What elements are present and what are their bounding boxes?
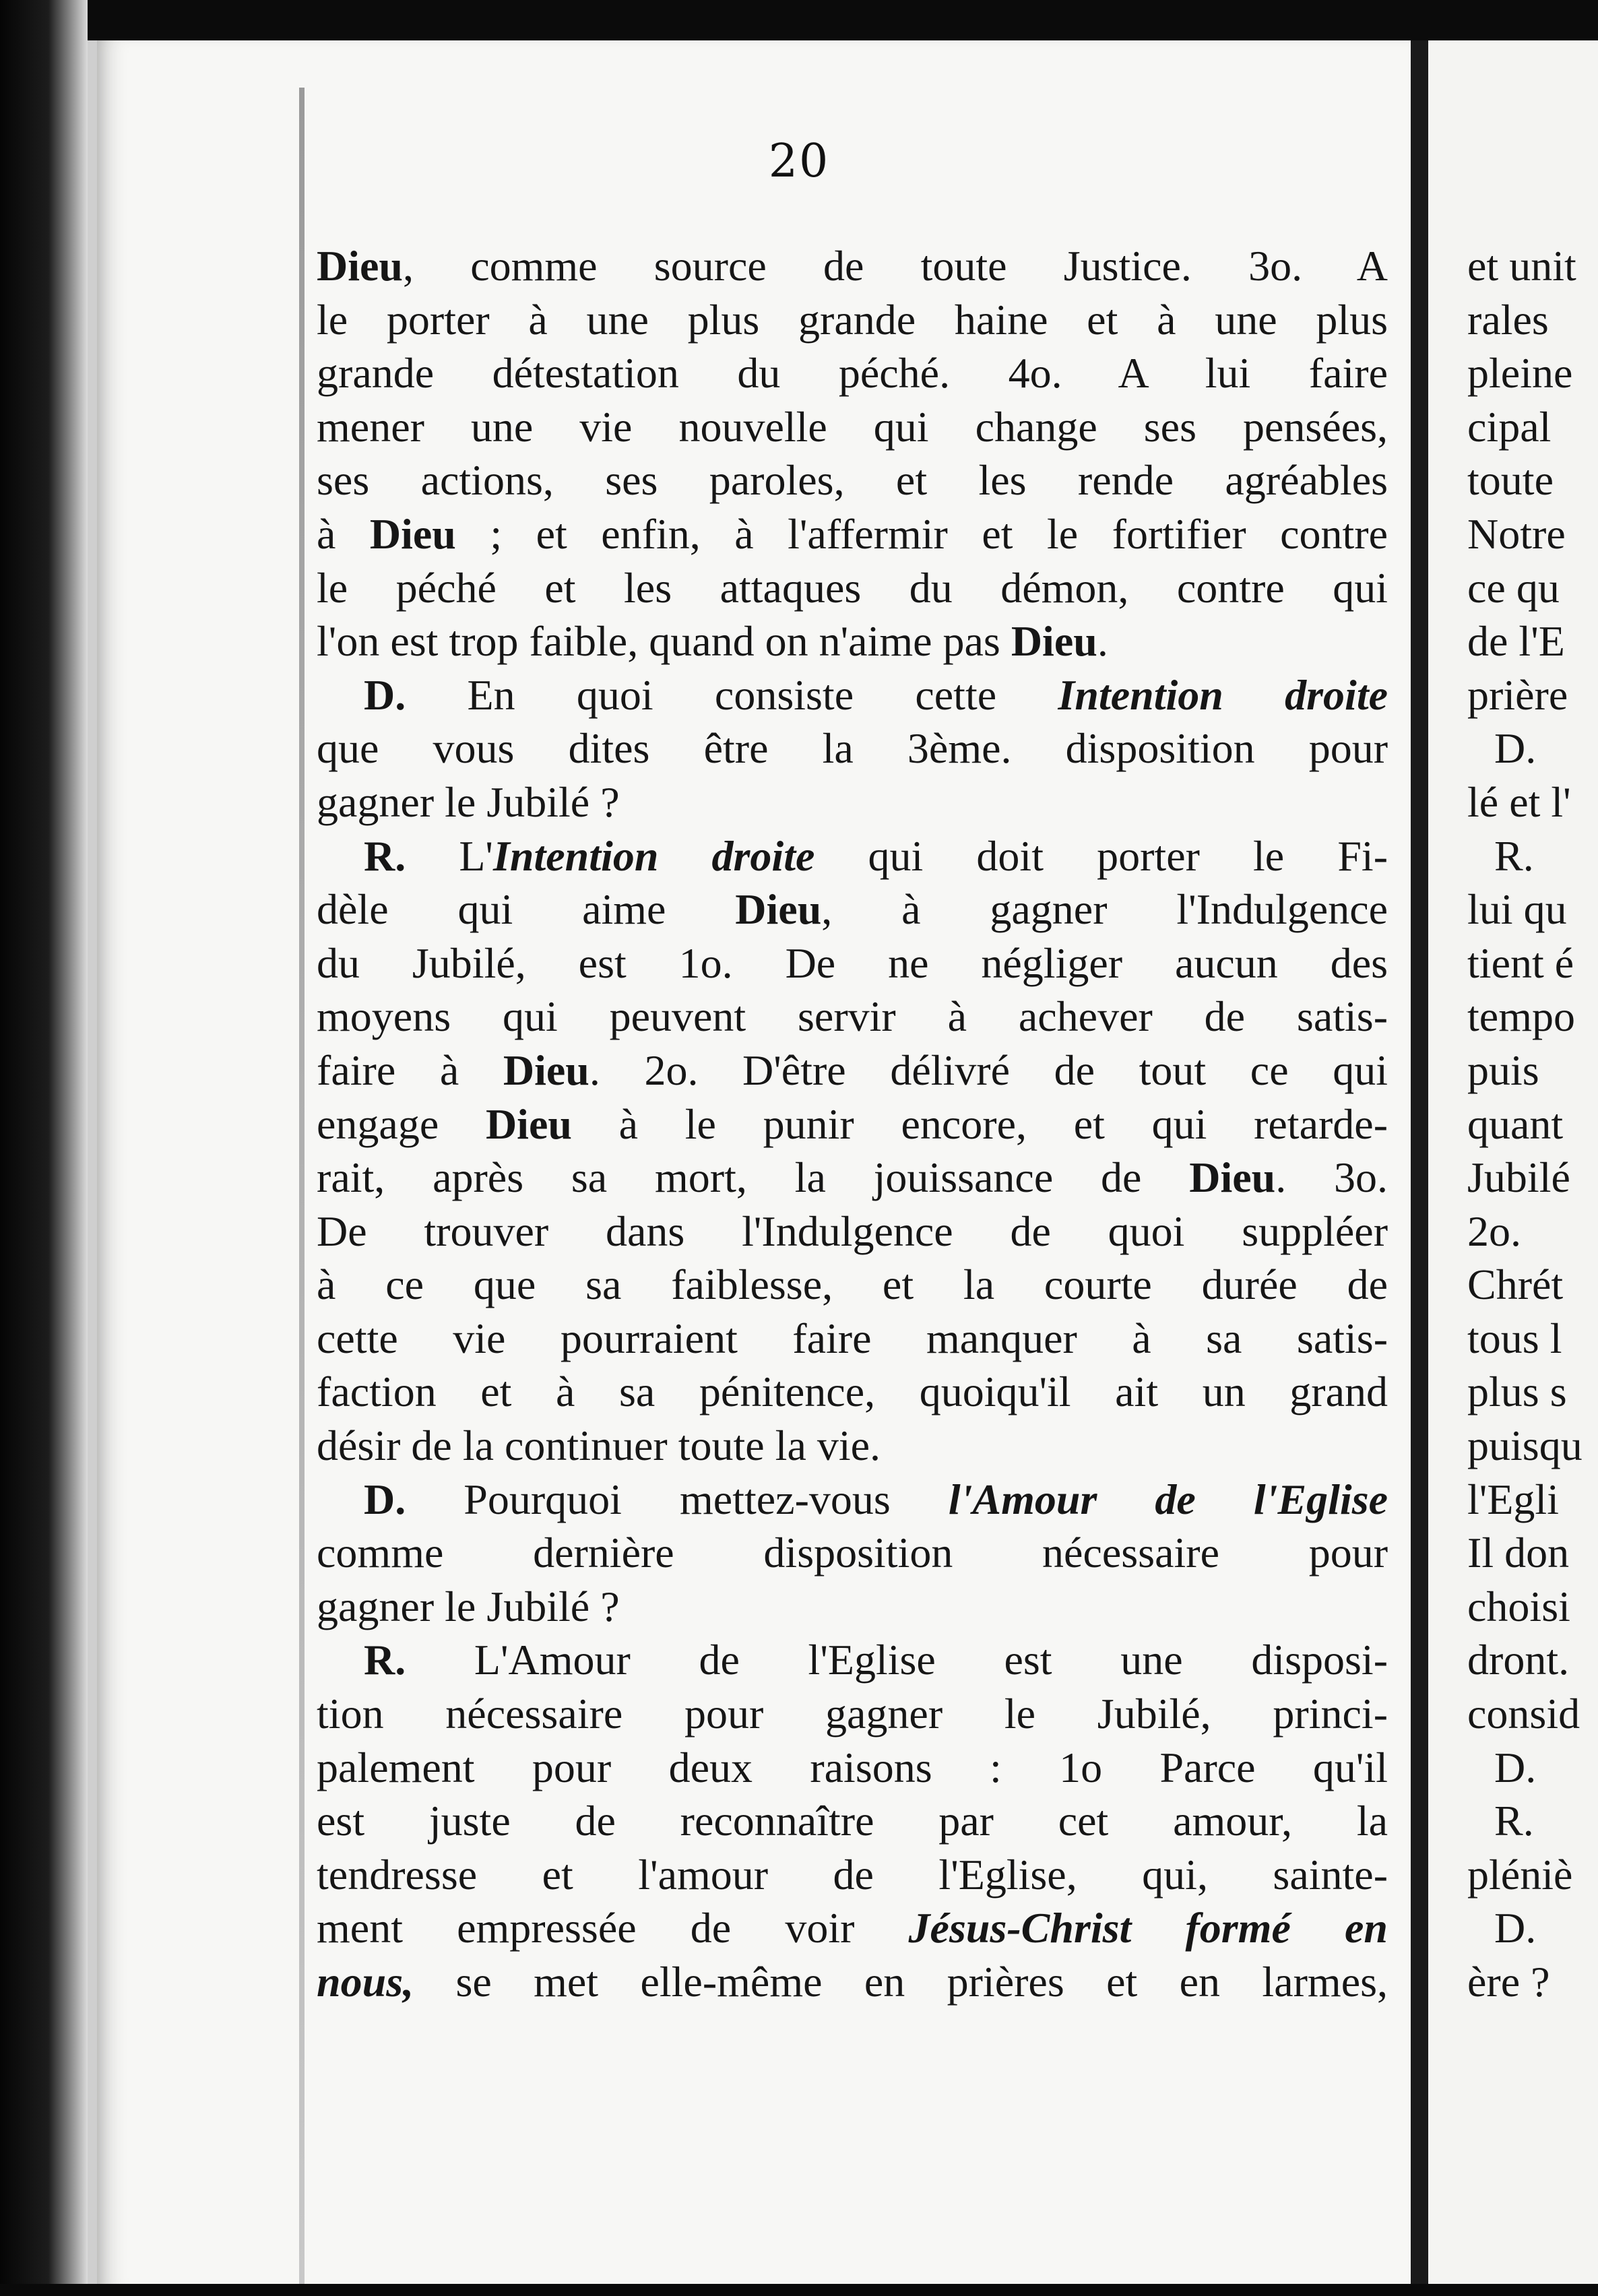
cropped-text-line: puisqu <box>1467 1422 1583 1470</box>
text-line: D. En quoi consiste cette Intention droite <box>364 670 1388 719</box>
text-line: comme dernière disposition nécessaire pour <box>317 1529 1388 1577</box>
page-fold-shadow <box>299 88 305 2284</box>
page-number: 20 <box>768 135 830 188</box>
text-line: palement pour deux raisons : 1o Parce qu'il <box>317 1743 1388 1791</box>
cropped-text-line: D. <box>1494 1743 1537 1791</box>
cropped-text-line: R. <box>1494 831 1534 880</box>
text-line: à Dieu ; et enfin, à l'affermir et le fortifier contre <box>317 509 1388 558</box>
cropped-text-line: toute <box>1467 456 1554 505</box>
text-line: rait, après sa mort, la jouissance de Dieu. 3o. <box>317 1153 1388 1202</box>
text-line: désir de la continuer toute la vie. <box>317 1422 881 1470</box>
cropped-text-line: choisi <box>1467 1582 1570 1630</box>
cropped-text-line: Il don <box>1467 1529 1570 1577</box>
cropped-text-line: et unit <box>1467 242 1576 290</box>
cropped-text-line: plus s <box>1467 1368 1567 1416</box>
cropped-text-line: lé et l' <box>1467 777 1571 826</box>
text-line: l'on est trop faible, quand on n'aime pas Dieu. <box>317 617 1108 666</box>
cropped-text-line: tient é <box>1467 938 1574 987</box>
text-line: moyens qui peuvent servir à achever de satis- <box>317 992 1388 1041</box>
text-line: engage Dieu à le punir encore, et qui retarde- <box>317 1099 1388 1148</box>
text-line: le péché et les attaques du démon, contre qui <box>317 563 1388 612</box>
text-line: nous, se met elle-même en prières et en larmes, <box>317 1958 1388 2006</box>
cropped-text-line: Notre <box>1467 509 1566 558</box>
scan-top-margin <box>0 0 1598 40</box>
scan-bottom-margin <box>0 2284 1598 2296</box>
cropped-text-line: D. <box>1494 724 1537 773</box>
text-line: R. L'Intention droite qui doit porter le Fi- <box>364 831 1388 880</box>
text-line: ses actions, ses paroles, et les rende agréables <box>317 456 1388 505</box>
text-line: tion nécessaire pour gagner le Jubilé, princi- <box>317 1690 1388 1738</box>
text-line: faction et à sa pénitence, quoiqu'il ait un grand <box>317 1368 1388 1416</box>
text-line: dèle qui aime Dieu, à gagner l'Indulgence <box>317 885 1388 934</box>
cropped-text-line: de l'E <box>1467 617 1565 666</box>
cropped-text-line: Jubilé <box>1467 1153 1570 1202</box>
text-line: R. L'Amour de l'Eglise est une disposi- <box>364 1636 1388 1684</box>
scan-left-margin <box>0 0 88 2296</box>
text-line: gagner le Jubilé ? <box>317 1582 620 1630</box>
cropped-text-line: 2o. <box>1467 1207 1521 1255</box>
text-line: De trouver dans l'Indulgence de quoi suppléer <box>317 1207 1388 1255</box>
cropped-text-line: Chrét <box>1467 1261 1564 1309</box>
cropped-text-line: pleine <box>1467 349 1573 397</box>
cropped-text-line: tempo <box>1467 992 1575 1041</box>
text-line: D. Pourquoi mettez-vous l'Amour de l'Eglise <box>364 1475 1388 1523</box>
cropped-text-line: D. <box>1494 1904 1537 1952</box>
text-line: ment empressée de voir Jésus-Christ formé en <box>317 1904 1388 1952</box>
left-page-text <box>317 239 1388 2009</box>
cropped-text-line: ère ? <box>1467 1958 1550 2006</box>
cropped-text-line: prière <box>1467 670 1568 719</box>
text-line: le porter à une plus grande haine et à une plus <box>317 295 1388 344</box>
book-gutter <box>1411 40 1428 2291</box>
right-page-text-cropped <box>1467 239 1598 2009</box>
cropped-text-line: ce qu <box>1467 563 1560 612</box>
text-line: est juste de reconnaître par cet amour, la <box>317 1797 1388 1845</box>
text-line: que vous dites être la 3ème. disposition pour <box>317 724 1388 773</box>
text-line: à ce que sa faiblesse, et la courte durée de <box>317 1261 1388 1309</box>
cropped-text-line: lui qu <box>1467 885 1567 934</box>
text-line: mener une vie nouvelle qui change ses pensées, <box>317 402 1388 451</box>
cropped-text-line: tous l <box>1467 1314 1562 1362</box>
text-line: faire à Dieu. 2o. D'être délivré de tout ce qui <box>317 1046 1388 1094</box>
text-line: gagner le Jubilé ? <box>317 777 620 826</box>
text-line: tendresse et l'amour de l'Eglise, qui, sainte- <box>317 1850 1388 1899</box>
text-line: Dieu, comme source de toute Justice. 3o. A <box>317 242 1388 290</box>
cropped-text-line: quant <box>1467 1099 1564 1148</box>
cropped-text-line: R. <box>1494 1797 1534 1845</box>
cropped-text-line: consid <box>1467 1690 1580 1738</box>
cropped-text-line: l'Egli <box>1467 1475 1559 1523</box>
cropped-text-line: pléniè <box>1467 1850 1573 1899</box>
cropped-text-line: dront. <box>1467 1636 1570 1684</box>
text-line: cette vie pourraient faire manquer à sa satis- <box>317 1314 1388 1362</box>
text-line: grande détestation du péché. 4o. A lui faire <box>317 349 1388 397</box>
cropped-text-line: puis <box>1467 1046 1539 1094</box>
cropped-text-line: rales <box>1467 295 1549 344</box>
cropped-text-line: cipal <box>1467 402 1552 451</box>
text-line: du Jubilé, est 1o. De ne négliger aucun des <box>317 938 1388 987</box>
